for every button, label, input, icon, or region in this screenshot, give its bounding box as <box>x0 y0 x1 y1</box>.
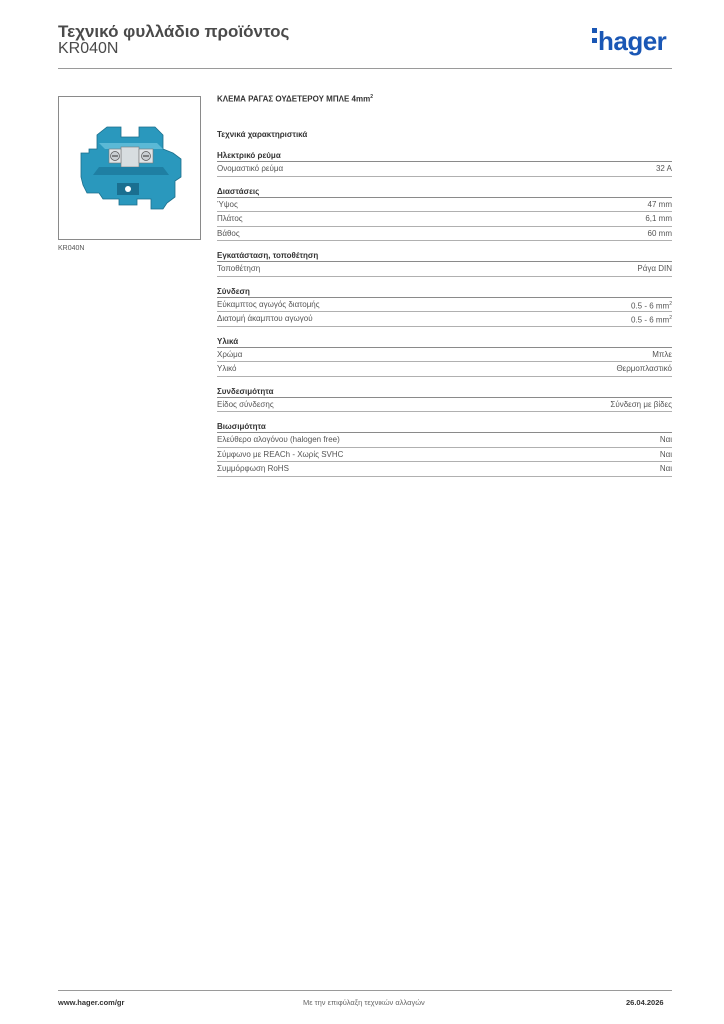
spec-value <box>645 212 672 226</box>
section-title: Συνδεσιμότητα <box>217 387 672 398</box>
spec-value-text: Ράγα DIN <box>637 264 672 273</box>
spec-label: Βάθος <box>217 228 240 238</box>
spec-section <box>217 187 672 242</box>
product-name-sup: 2 <box>370 94 373 100</box>
spec-value <box>660 433 672 447</box>
spec-label: Εύκαμπτος αγωγός διατομής <box>217 299 320 309</box>
spec-section <box>217 287 672 327</box>
spec-value-text: Θερμοπλαστικό <box>616 364 672 373</box>
spec-value-sup: 2 <box>669 315 672 321</box>
product-details <box>217 94 672 477</box>
footer-date: 26.04.2026 <box>626 998 664 1007</box>
section-title: Ηλεκτρικό ρεύμα <box>217 151 672 162</box>
spec-value <box>637 262 672 276</box>
spec-value <box>648 227 672 241</box>
spec-value-text: Μπλε <box>652 349 672 359</box>
spec-row <box>217 262 672 277</box>
spec-label: Είδος σύνδεσης <box>217 399 274 409</box>
spec-value-text: Σύνδεση με βίδες <box>610 399 672 409</box>
spec-section <box>217 422 672 477</box>
spec-sections <box>217 151 672 477</box>
section-title: Εγκατάσταση, τοποθέτηση <box>217 251 672 262</box>
terminal-block-icon <box>59 97 202 241</box>
spec-value-text: Ναι <box>659 435 672 444</box>
product-image <box>58 96 201 240</box>
spec-value <box>652 348 672 362</box>
product-code: KR040N <box>58 40 119 57</box>
section-title: Διαστάσεις <box>217 187 672 198</box>
spec-value-text: 60 mm <box>647 228 672 238</box>
spec-value <box>631 298 672 312</box>
spec-row <box>217 462 672 477</box>
spec-value-text: 47 mm <box>647 199 672 209</box>
spec-value <box>648 198 672 212</box>
spec-label: Ονομαστικό ρεύμα <box>217 164 284 173</box>
spec-value-sup: 2 <box>669 300 672 307</box>
footer-notice: Με την επιφύλαξη τεχνικών αλλαγών <box>303 998 425 1007</box>
spec-row <box>217 227 672 242</box>
logo-text: hager <box>598 26 667 56</box>
spec-row <box>217 433 672 448</box>
spec-label: Χρώμα <box>217 349 243 359</box>
spec-section <box>217 387 672 413</box>
spec-value <box>656 162 672 176</box>
spec-section <box>217 151 672 177</box>
product-name-text: ΚΛΕΜΑ ΡΑΓΑΣ ΟΥΔΕΤΕΡΟΥ ΜΠΛΕ 4mm <box>217 94 371 104</box>
spec-value <box>660 448 672 462</box>
tech-characteristics-title: Τεχνικά χαρακτηριστικά <box>217 130 308 139</box>
spec-value <box>616 362 672 376</box>
spec-value-text: 0.5 - 6 mm <box>630 301 670 311</box>
logo-colon-icon <box>592 28 598 48</box>
spec-row <box>217 448 672 463</box>
section-title: Υλικά <box>217 337 672 348</box>
section-title: Σύνδεση <box>217 287 672 298</box>
spec-row <box>217 198 672 213</box>
spec-label: Συμμόρφωση RoHS <box>217 464 289 473</box>
spec-row <box>217 162 672 177</box>
footer-website[interactable]: www.hager.com/gr <box>58 998 125 1007</box>
spec-row <box>217 298 672 313</box>
spec-row <box>217 348 672 363</box>
page-title: Τεχνικό φυλλάδιο προϊόντος <box>58 22 290 41</box>
spec-value-text: Ναι <box>659 449 672 459</box>
spec-value-text: 6,1 mm <box>645 214 672 223</box>
spec-value <box>631 312 672 326</box>
spec-label: Τοποθέτηση <box>217 264 261 273</box>
header-divider <box>58 68 672 69</box>
spec-value <box>610 398 672 412</box>
spec-value-text: Ναι <box>659 464 672 473</box>
spec-label: Υλικό <box>217 364 237 373</box>
spec-value-text: 0.5 - 6 mm <box>630 315 670 325</box>
product-name <box>217 94 672 105</box>
spec-section <box>217 337 672 377</box>
spec-row <box>217 312 672 327</box>
spec-value-text: 32 A <box>655 164 672 173</box>
spec-label: Ελεύθερο αλογόνου (halogen free) <box>217 435 340 444</box>
section-title: Βιωσιμότητα <box>217 422 672 433</box>
spec-label: Διατομή άκαμπτου αγωγού <box>217 314 313 323</box>
spec-label: Σύμφωνο με REACh - Χωρίς SVHC <box>217 449 344 459</box>
spec-section <box>217 251 672 277</box>
spec-label: Πλάτος <box>217 214 243 223</box>
image-caption: KR040N <box>58 245 85 252</box>
spec-row <box>217 398 672 413</box>
spec-label: Ύψος <box>217 199 238 209</box>
hager-logo[interactable] <box>592 26 666 57</box>
spec-row <box>217 212 672 227</box>
spec-row <box>217 362 672 377</box>
footer-divider <box>58 990 672 991</box>
spec-value <box>660 462 672 476</box>
